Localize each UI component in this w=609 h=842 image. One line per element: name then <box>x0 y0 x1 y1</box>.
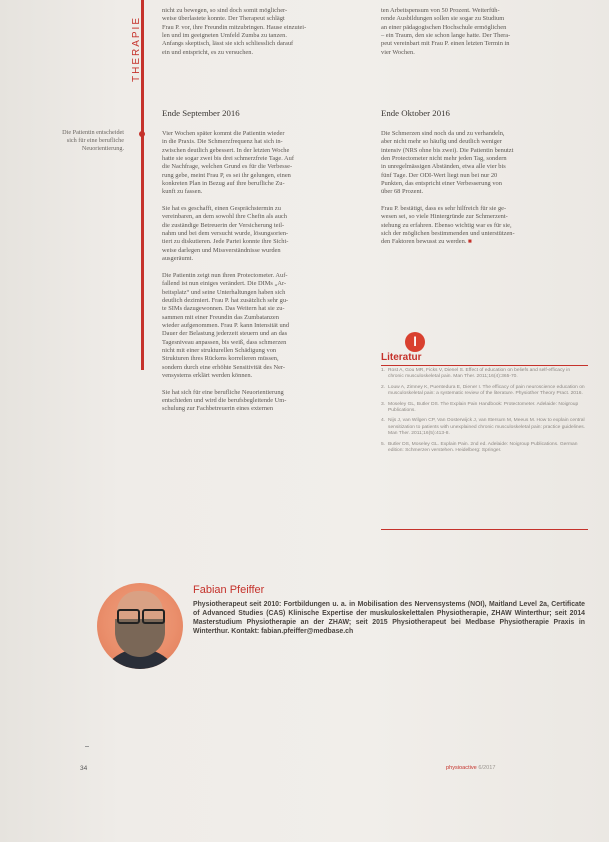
column-right-body: Die Schmerzen sind noch da und zu verhandeln, aber nicht mehr so häufig und deutlich weniger intensiv (NRS ohne bis zwei). Die Patientin benutzt den Protectometer nicht mehr jeden Tag, sondern in unregelmässigen Abständen, etwa alle vier bis fünf Tage. Der ODI-Wert liegt nun bei nur 20 Punkten, das entspricht einer Verbesserung von über 68 Prozent. Frau P. bestätigt, dass es sehr hilfreich für sie ge- wesen sei, so viele Hintergründe zur Schmerzent- stehung zu erfahren. Ebenso wichtig war es für sie, sich der möglichen bestimmenden und unterstützen- den Faktoren bewusst zu werden. ■ <box>381 130 515 246</box>
reference-list <box>381 368 586 458</box>
heading-october: Ende Oktober 2016 <box>381 108 450 118</box>
margin-tick <box>85 746 89 747</box>
column-left-top: nicht zu bewegen, so sind doch somit möglicher- weise überlastete konnte. Der Therapeut schlägt Frau P. vor, ihre Freundin mitzubringen. Hause einzutei- len und im geeigneten Umfeld Zumba zu tanzen. Anfangs skeptisch, lässt sie sich schliesslich darauf ein und entspricht, es zu versuchen. <box>162 7 307 56</box>
photo-glasses <box>117 609 163 621</box>
footer: physioactive 6/2017 <box>446 765 496 771</box>
author-photo <box>97 583 183 669</box>
reference-item: 4. Nijs J, van Wilgen CP, Van Oosterwijck J, van Ittersum M, Meeus M. How to explain central sensitization to patients with unexplained chronic musculoskeletal pain: practice guidelines. Man Ther. 2011;16(5):413-8. <box>381 418 586 437</box>
literature-icon: l <box>405 332 425 352</box>
reference-item: 3. Moseley GL, Butler DS. The Explain Pain Handbook: Protectometer. Adelaide: Noigroup Publications. <box>381 401 579 414</box>
reference-item: 1. Rost A, Gou MR, Ficks V, Dienel S. Effect of education on beliefs and self-efficacy in chronic musculoskeletal pain. Man Ther. 2011;16(4):365-70. <box>381 368 571 380</box>
reference-item: 5. Butler DS, Moseley GL. Explain Pain. 2nd ed. Adelaide: Noigroup Publications. German edition: Schmerzen verstehen. Heidelberg: Springer. <box>381 441 578 454</box>
column-left-body: Vier Wochen später kommt die Patientin wieder in die Praxis. Die Schmerzfrequenz hat sich in- zwischen deutlich gebessert. In der letzten Woche hatte sie sogar zwei bis drei schmerzfreie Tage. Auf die Nachfrage, welchen Grund es für die Verbesse- rung gebe, meint Frau P, es sei ihr gelungen, einen konkreten Plan in Bezug auf ihre berufliche Zu- kunft zu fassen. Sie hat es geschafft, einen Gesprächstermin zu vereinbaren, an dem sowohl ihre Chefin als auch die zuständige Betreuerin der Versicherung teil- nahm und bei dem versucht wurde, lösungsorien- tiert zu diskutieren. Jede Partei konnte ihre Sicht- weise darlegen und Missverständnisse wurden ausgeräumt. Die Patientin zeigt nun ihren Protectometer. Auf- fallend ist nun einiges verändert. Die DIMs „Ar- beitsplatz“ und seine Unterhaltungen haben sich deutlich dezimiert. Frau P. hat zusätzlich sehr gu- te SIMs dazugewonnen. Das Weitern hat sie zu- sammen mit einer Freundin das Zumbatanzen wieder aufgenommen. Frau P. kann Intensität und Dauer der Belastung jederzeit steuern und an das Tagesniveau anpassen, bis weiß, dass schmerzen nicht mit einer strukturellen Schädigung von Strukturen ihres Rückens korrelieren müssen, sondern durch eine erhöhte Sensitivität des Ner- vensystems erklärt werden können. Sie hat sich für eine berufliche Neuorientierung entschieden und wird die berufsbegleitende Um- schulung zur Fachbetreuerin eines externen <box>162 130 294 413</box>
author-name: Fabian Pfeiffer <box>193 584 265 596</box>
reference-item: 2. Louw A, Zimney K, Puentedura E, Diener I. The efficacy of pain neuroscience education on musculoskeletal pain: a systematic review of the literature. Physiother Theory Pract. 2016. <box>381 384 585 397</box>
end-mark: ■ <box>467 238 472 246</box>
margin-note: Die Patientin entscheidet sich für eine berufliche Neuorientierung. <box>62 129 124 153</box>
literature-end-rule <box>381 529 588 530</box>
literature-title: Literatur <box>381 352 422 363</box>
heading-september: Ende September 2016 <box>162 108 240 118</box>
margin-note-marker <box>139 131 145 137</box>
page-number: 34 <box>80 765 88 772</box>
literature-rule <box>381 365 588 366</box>
author-bio: Physiotherapeut seit 2010: Fortbildungen u. a. in Mobilisation des Nervensystems (NOI), Maitland Level 2a, Certificate of Advanced Studies (CAS) Klinische Expertise der muskuloskelettalen Physiotherapie, ZHAW Winterthur; seit 2014 Masterstudium Physiotherapie an der ZHAW; seit 2015 Physiotherapeut bei Medbase Physiotherapie Praxis in Winterthur. Kontakt: fabian.pfeiffer@medbase.ch <box>193 601 585 636</box>
column-right-top: ten Arbeitspensum von 50 Prozent. Weiterfüh- rende Ausbildungen sollen sie sogar zu Studium an einer pädagogischen Hochschule ermöglichen – ein Traum, den sie schon lange hatte. Der Thera- peut vereinbart mit Frau P. einen letzten Termin in vier Wochen. <box>381 7 511 56</box>
section-label: THERAPIE <box>131 15 142 82</box>
